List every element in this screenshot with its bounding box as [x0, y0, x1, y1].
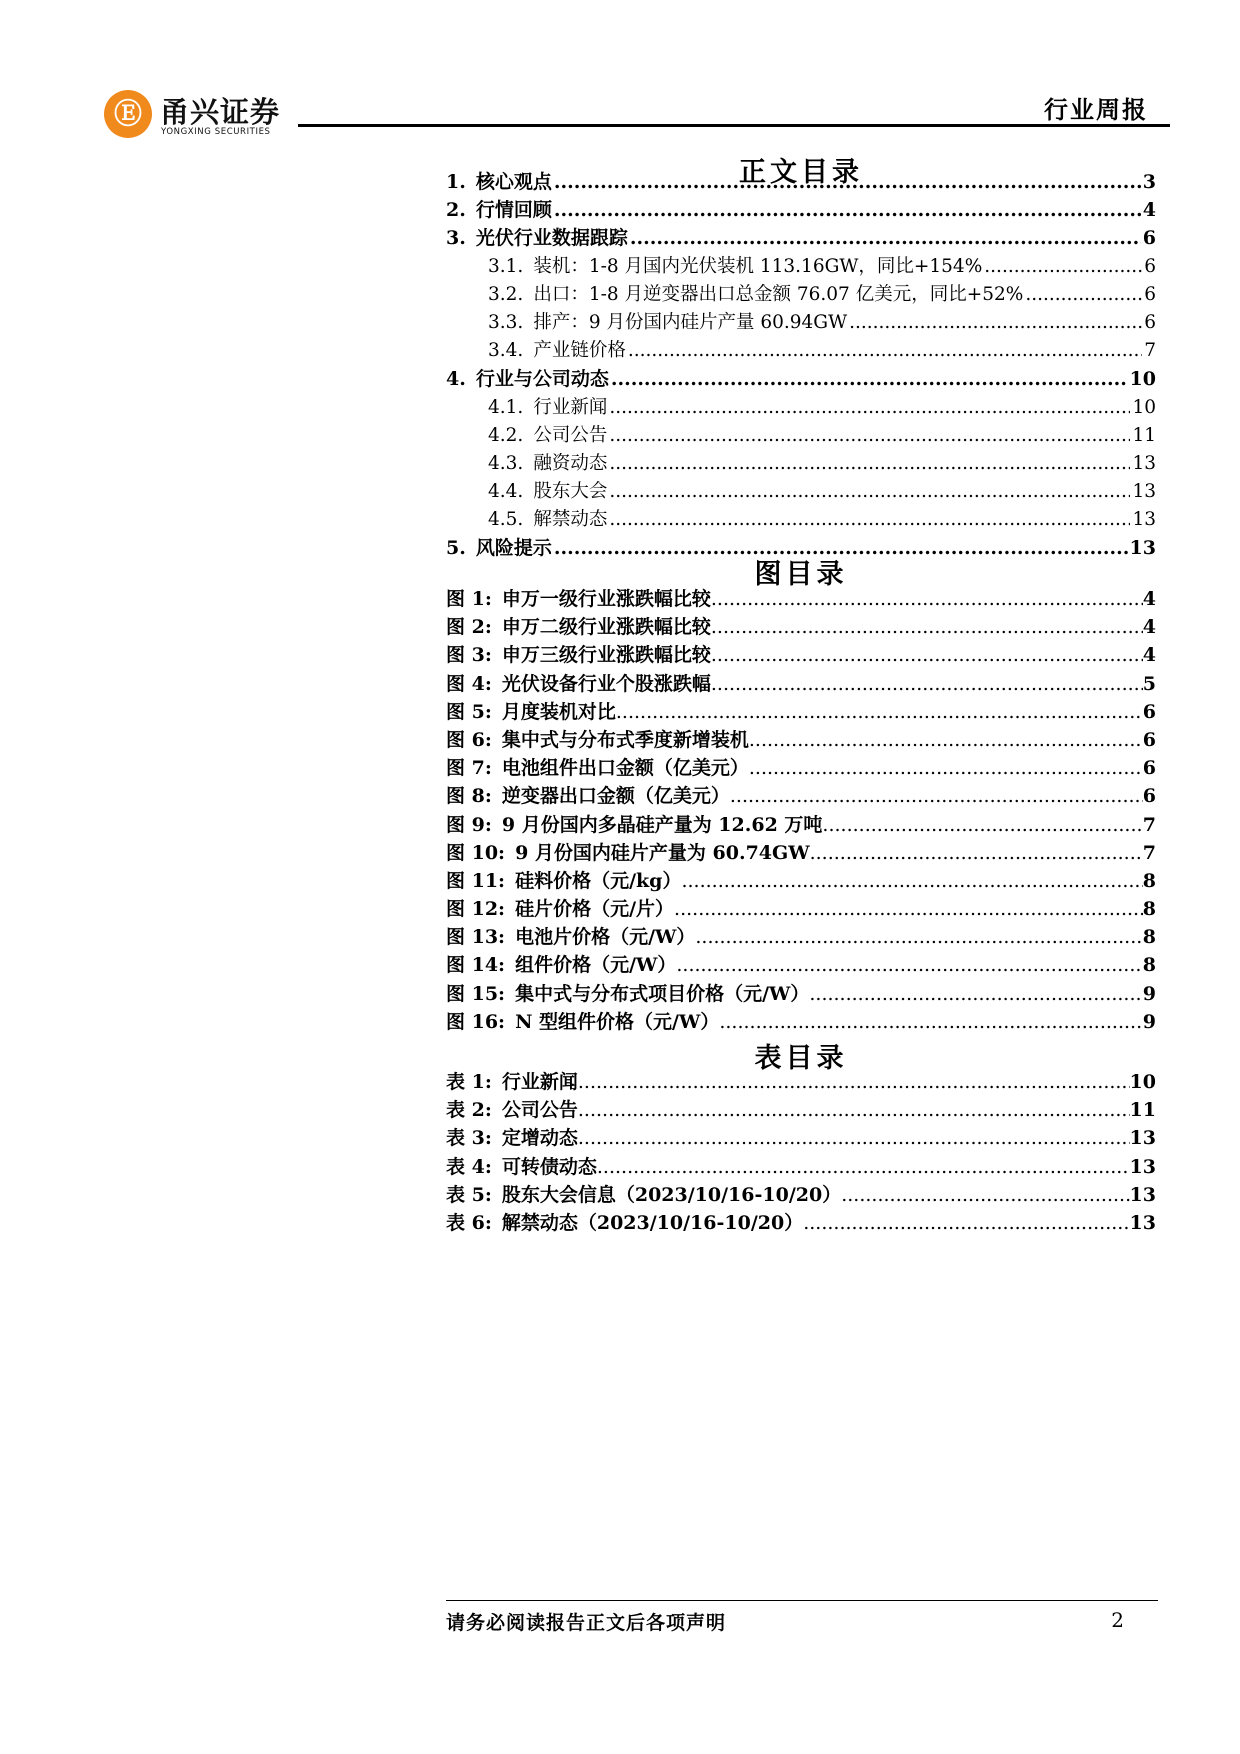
table-entry-title: 定增动态	[501, 1127, 578, 1150]
figure-entry-page: 8	[1142, 954, 1156, 977]
toc-entry-title: 融资动态	[533, 452, 608, 474]
toc-title: 正文目录	[739, 157, 863, 188]
toc-dot-leader	[609, 394, 1130, 422]
toc-entry-page: 6	[1142, 227, 1156, 250]
table-list	[446, 1068, 1156, 1237]
table-entry[interactable]	[446, 1209, 1156, 1237]
toc-entry-number: 3.3.	[488, 311, 524, 333]
figure-entry-page: 9	[1142, 1010, 1156, 1033]
toc-entry-page: 13	[1132, 509, 1156, 531]
table-entry-label: 表 6:	[446, 1211, 492, 1234]
toc-entry[interactable]	[446, 450, 1156, 478]
toc-entry-page: 7	[1144, 340, 1156, 362]
toc-entry-number: 4.	[446, 368, 466, 391]
toc-dot-leader	[609, 450, 1130, 478]
figure-entry-title: 9 月份国内多晶硅产量为 12.62 万吨	[501, 813, 823, 836]
figure-entry-label: 图 8:	[446, 785, 492, 808]
table-entry-page: 11	[1129, 1099, 1156, 1122]
toc-dot-leader	[628, 337, 1142, 365]
toc-entry-page: 13	[1132, 452, 1156, 474]
figure-entry-title: 电池组件出口金额（亿美元）	[501, 757, 749, 780]
toc-entry[interactable]	[446, 478, 1156, 506]
toc-entry-title: 解禁动态	[533, 509, 608, 531]
toc-entry-number: 4.5.	[488, 509, 524, 531]
toc-entry-title: 出口：1-8 月逆变器出口总金额 76.07 亿美元，同比+52%	[533, 283, 1024, 305]
table-entry-title: 行业新闻	[501, 1071, 578, 1093]
toc-entry[interactable]	[446, 309, 1156, 337]
figure-entry-label: 图 16:	[446, 1010, 506, 1033]
toc-entry-title: 装机：1-8 月国内光伏装机 113.16GW，同比+154%	[533, 255, 983, 277]
toc-entry-page: 11	[1132, 424, 1156, 446]
toc-entry-number: 3.2.	[488, 283, 524, 305]
table-entry-label: 表 4:	[446, 1155, 492, 1178]
table-entry-page: 13	[1129, 1183, 1156, 1206]
figure-entry-label: 图 11:	[446, 869, 506, 892]
figure-entry[interactable]	[446, 923, 1156, 951]
figure-entry[interactable]	[446, 670, 1156, 698]
table-dot-leader	[578, 1124, 1130, 1152]
toc-dot-leader	[609, 422, 1130, 450]
table-dot-leader	[578, 1096, 1130, 1124]
figure-entry-label: 图 10:	[446, 841, 506, 864]
toc-entry-number: 4.1.	[488, 396, 524, 418]
figure-entry[interactable]	[446, 585, 1156, 613]
figure-entry-label: 图 9:	[446, 813, 492, 836]
figure-dot-leader	[719, 1008, 1142, 1036]
figure-dot-leader	[616, 698, 1143, 726]
toc-entry[interactable]	[446, 337, 1156, 365]
table-dot-leader	[841, 1181, 1129, 1209]
toc-entry[interactable]	[446, 196, 1156, 224]
table-dot-leader	[597, 1153, 1130, 1181]
toc-entry-number: 3.1.	[488, 255, 524, 277]
logo-name-cn: 甬兴证券	[160, 95, 281, 129]
figure-entry-page: 5	[1142, 672, 1156, 695]
toc-entry[interactable]	[446, 281, 1156, 309]
logo-name-en: YONGXING SECURITIES	[161, 127, 271, 137]
figure-dot-leader	[749, 726, 1143, 754]
figure-entry[interactable]	[446, 951, 1156, 979]
toc-entry-title: 风险提示	[475, 537, 552, 560]
figure-entry-label: 图 14:	[446, 954, 506, 977]
toc-dot-leader	[609, 506, 1130, 534]
table-entry[interactable]	[446, 1068, 1156, 1096]
toc-entry-page: 10	[1129, 368, 1156, 391]
figure-entry-title: 9 月份国内硅片产量为 60.74GW	[515, 841, 810, 864]
toc-dot-leader	[1025, 281, 1142, 309]
figure-entry-page: 6	[1142, 700, 1156, 723]
figure-entry[interactable]	[446, 726, 1156, 754]
figure-entry-page: 6	[1142, 728, 1156, 751]
toc-list	[446, 168, 1156, 563]
toc-entry-number: 3.4.	[488, 340, 524, 362]
figure-entry-title: 组件价格（元/W）	[515, 954, 677, 977]
toc-entry[interactable]	[446, 422, 1156, 450]
figure-entry-title: 硅片价格（元/片）	[515, 898, 675, 921]
table-entry-page: 13	[1129, 1127, 1156, 1150]
toc-dot-leader	[554, 196, 1141, 224]
toc-dot-leader	[611, 365, 1128, 393]
toc-entry[interactable]	[446, 168, 1156, 196]
figure-entry[interactable]	[446, 613, 1156, 641]
figure-entry[interactable]	[446, 980, 1156, 1008]
table-entry-label: 表 5:	[446, 1183, 492, 1206]
figure-entry-page: 8	[1142, 926, 1156, 949]
toc-entry-title: 光伏行业数据跟踪	[475, 227, 628, 250]
toc-entry-page: 13	[1132, 481, 1156, 503]
toc-entry-number: 3.	[446, 227, 466, 250]
toc-entry-page: 4	[1142, 199, 1156, 222]
table-entry-label: 表 3:	[446, 1127, 492, 1150]
figure-entry[interactable]	[446, 782, 1156, 810]
figure-dot-leader	[681, 867, 1142, 895]
table-entry-title: 解禁动态（2023/10/16-10/20）	[501, 1211, 804, 1234]
toc-entry-title: 股东大会	[533, 481, 608, 503]
figure-entry-label: 图 15:	[446, 982, 506, 1005]
toc-dot-leader	[554, 168, 1141, 196]
figure-entry-title: 月度装机对比	[501, 700, 616, 723]
figure-entry[interactable]	[446, 754, 1156, 782]
toc-entry[interactable]	[446, 506, 1156, 534]
figure-entry-page: 7	[1142, 813, 1156, 836]
figure-entry-label: 图 1:	[446, 588, 492, 610]
figure-entry-page: 4	[1142, 644, 1156, 667]
figure-dot-leader	[674, 895, 1143, 923]
figure-dot-leader	[711, 613, 1143, 641]
figure-entry-title: 申万一级行业涨跌幅比较	[501, 588, 711, 610]
figure-dot-leader	[711, 670, 1143, 698]
figure-dot-leader	[695, 923, 1142, 951]
toc-dot-leader	[609, 478, 1130, 506]
toc-dot-leader	[630, 224, 1141, 252]
toc-entry-page: 13	[1129, 537, 1156, 560]
toc-entry-title: 产业链价格	[533, 340, 626, 362]
footer-disclaimer: 请务必阅读报告正文后各项声明	[446, 1612, 727, 1634]
toc-entry-title: 行业新闻	[533, 396, 608, 418]
toc-entry-page: 6	[1144, 255, 1156, 277]
toc-entry-page: 10	[1132, 396, 1156, 418]
figure-entry[interactable]	[446, 895, 1156, 923]
table-entry[interactable]	[446, 1153, 1156, 1181]
figure-entry-title: 集中式与分布式季度新增装机	[501, 728, 749, 751]
figure-entry-page: 6	[1142, 785, 1156, 808]
table-entry-label: 表 2:	[446, 1099, 492, 1122]
figure-dot-leader	[810, 839, 1143, 867]
toc-entry-page: 6	[1144, 283, 1156, 305]
toc-entry-number: 1.	[446, 171, 466, 193]
table-entry-title: 可转债动态	[501, 1155, 597, 1178]
figure-dot-leader	[749, 754, 1143, 782]
figure-entry-page: 6	[1142, 757, 1156, 780]
figure-entry[interactable]	[446, 867, 1156, 895]
figure-entry-page: 4	[1142, 588, 1156, 610]
table-entry-title: 股东大会信息（2023/10/16-10/20）	[501, 1183, 842, 1206]
company-logo	[104, 88, 282, 144]
table-dot-leader	[578, 1068, 1130, 1096]
figure-entry-title: 申万二级行业涨跌幅比较	[501, 616, 711, 639]
toc-entry-title: 行业与公司动态	[475, 368, 609, 391]
figure-dot-leader	[822, 811, 1142, 839]
page-number: 2	[1111, 1608, 1124, 1632]
table-entry-page: 13	[1129, 1211, 1156, 1234]
toc-entry[interactable]	[446, 253, 1156, 281]
toc-entry-number: 4.2.	[488, 424, 524, 446]
toc-entry-title: 行情回顾	[475, 199, 552, 222]
toc-entry-title: 公司公告	[533, 424, 608, 446]
figure-list-title: 图目录	[754, 559, 848, 590]
figure-entry[interactable]	[446, 811, 1156, 839]
toc-entry[interactable]	[446, 224, 1156, 252]
figure-dot-leader	[711, 585, 1143, 613]
logo-emblem-glyph: Ⓔ	[113, 97, 142, 130]
toc-dot-leader	[849, 309, 1142, 337]
figure-entry-page: 4	[1142, 616, 1156, 639]
table-list-title: 表目录	[754, 1043, 848, 1074]
figure-entry[interactable]	[446, 698, 1156, 726]
toc-entry-number: 4.4.	[488, 481, 524, 503]
figure-entry-title: N 型组件价格（元/W）	[515, 1010, 720, 1033]
figure-entry-label: 图 7:	[446, 757, 492, 780]
table-dot-leader	[803, 1209, 1129, 1237]
figure-entry-label: 图 12:	[446, 898, 506, 921]
toc-entry-page: 6	[1144, 311, 1156, 333]
toc-entry-title: 核心观点	[475, 171, 552, 193]
table-entry-page: 13	[1129, 1155, 1156, 1178]
table-entry[interactable]	[446, 1181, 1156, 1209]
figure-entry-label: 图 6:	[446, 728, 492, 751]
toc-entry-number: 2.	[446, 199, 466, 222]
figure-entry-label: 图 2:	[446, 616, 492, 639]
figure-entry-page: 7	[1142, 841, 1156, 864]
figure-entry[interactable]	[446, 1008, 1156, 1036]
figure-entry[interactable]	[446, 839, 1156, 867]
figure-entry-label: 图 3:	[446, 644, 492, 667]
figure-entry-label: 图 13:	[446, 926, 506, 949]
figure-dot-leader	[809, 980, 1142, 1008]
toc-entry-number: 4.3.	[488, 452, 524, 474]
figure-list	[446, 585, 1156, 1036]
figure-entry-label: 图 5:	[446, 700, 492, 723]
figure-entry-title: 集中式与分布式项目价格（元/W）	[515, 982, 810, 1005]
figure-dot-leader	[730, 782, 1143, 810]
table-entry[interactable]	[446, 1124, 1156, 1152]
table-entry-title: 公司公告	[501, 1099, 578, 1122]
figure-entry-page: 8	[1142, 869, 1156, 892]
figure-entry-title: 逆变器出口金额（亿美元）	[501, 785, 730, 808]
figure-entry-label: 图 4:	[446, 672, 492, 695]
toc-entry[interactable]	[446, 394, 1156, 422]
toc-entry-title: 排产：9 月份国内硅片产量 60.94GW	[533, 311, 848, 333]
toc-entry[interactable]	[446, 365, 1156, 393]
figure-entry-title: 硅料价格（元/kg）	[515, 869, 682, 892]
figure-entry-title: 光伏设备行业个股涨跌幅	[501, 672, 711, 695]
toc-entry-page: 3	[1142, 171, 1156, 193]
figure-dot-leader	[711, 641, 1143, 669]
figure-dot-leader	[676, 951, 1142, 979]
toc-dot-leader	[984, 253, 1142, 281]
figure-entry-page: 8	[1142, 898, 1156, 921]
document-type: 行业周报	[1044, 95, 1148, 124]
table-entry[interactable]	[446, 1096, 1156, 1124]
figure-entry-title: 申万三级行业涨跌幅比较	[501, 644, 711, 667]
header-divider	[298, 124, 1170, 127]
table-entry-label: 表 1:	[446, 1071, 492, 1093]
toc-entry-number: 5.	[446, 537, 466, 560]
footer-divider	[446, 1600, 1158, 1601]
figure-entry-page: 9	[1142, 982, 1156, 1005]
figure-entry[interactable]	[446, 641, 1156, 669]
table-entry-page: 10	[1129, 1071, 1156, 1093]
figure-entry-title: 电池片价格（元/W）	[515, 926, 696, 949]
